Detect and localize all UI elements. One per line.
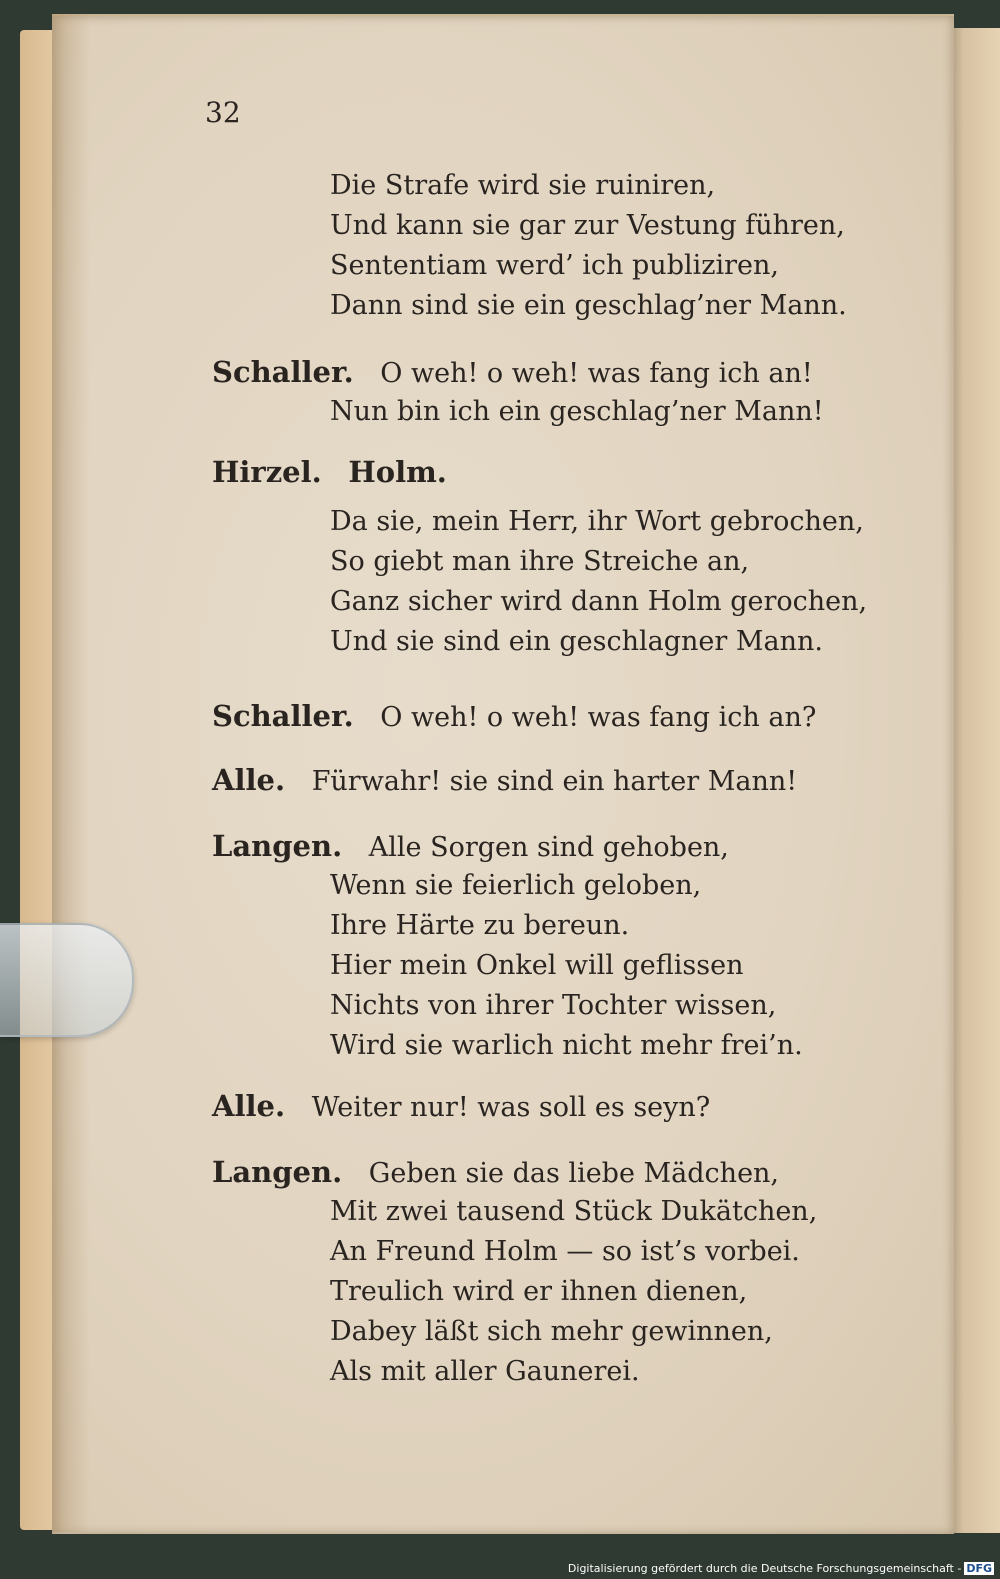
speaker-name: Langen.: [212, 829, 343, 863]
verse-line: O weh! o weh! was fang ich an?: [380, 702, 817, 733]
hirzel-verse: [330, 502, 867, 662]
verse-line: An Freund Holm — so ist’s vorbei.: [330, 1236, 800, 1267]
langen-verse-1: [330, 866, 803, 1066]
schaller-line-1: [212, 352, 813, 394]
schaller-line-2: [330, 392, 824, 432]
verse-line: Als mit aller Gaunerei.: [330, 1356, 640, 1387]
speaker-name: Holm.: [348, 455, 447, 489]
langen-line-1: [212, 826, 729, 868]
page-gutter: [52, 14, 90, 1532]
verse-line: Mit zwei tausend Stück Dukätchen,: [330, 1196, 818, 1227]
verse-line: Fürwahr! sie sind ein harter Mann!: [311, 766, 798, 797]
verse-line: Weiter nur! was soll es seyn?: [311, 1092, 711, 1123]
speaker-name: Hirzel.: [212, 455, 322, 489]
alle-line-2: [212, 1086, 710, 1128]
verse-line: Wenn sie feierlich geloben,: [330, 870, 702, 901]
verse-line: Die Strafe wird sie ruiniren,: [330, 170, 716, 201]
verse-line: Hier mein Onkel will geflissen: [330, 950, 744, 981]
alle-line-1: [212, 760, 797, 802]
verse-line: O weh! o weh! was fang ich an!: [380, 358, 813, 389]
verse-line: Geben sie das liebe Mädchen,: [368, 1158, 780, 1189]
dfg-logo: DFG: [966, 1562, 992, 1575]
langen-verse-2: [330, 1192, 817, 1392]
book-right-edge: [948, 28, 1000, 1533]
page-number: 32: [205, 96, 241, 129]
verse-line: Dann sind sie ein geschlag’ner Mann.: [330, 290, 847, 321]
verse-line: Wird sie warlich nicht mehr frei’n.: [330, 1030, 803, 1061]
hirzel-holm-speakers: [212, 452, 465, 494]
verse-line: Da sie, mein Herr, ihr Wort gebrochen,: [330, 506, 864, 537]
verse-line: Sententiam werd’ ich publiziren,: [330, 250, 779, 281]
verse-line: So giebt man ihre Streiche an,: [330, 546, 750, 577]
speaker-name: Alle.: [212, 763, 286, 797]
verse-line: Und kann sie gar zur Vestung führen,: [330, 210, 845, 241]
schaller-line-3: [212, 696, 816, 738]
verse-line: Nun bin ich ein geschlag’ner Mann!: [330, 396, 824, 427]
verse-line: Treulich wird er ihnen dienen,: [330, 1276, 748, 1307]
langen-line-2: [212, 1152, 779, 1194]
verse-line: Und sie sind ein geschlagner Mann.: [330, 626, 824, 657]
speaker-name: Schaller.: [212, 699, 354, 733]
speaker-name: Schaller.: [212, 355, 354, 389]
footer-text: Digitalisierung gefördert durch die Deutsche Forschungsgemeinschaft -: [567, 1562, 962, 1575]
verse-line: Alle Sorgen sind gehoben,: [368, 832, 729, 863]
footer-credit: [568, 1562, 994, 1575]
page-clip: [0, 923, 134, 1037]
verse-line: Dabey läßt sich mehr gewinnen,: [330, 1316, 773, 1347]
verse-line: Ihre Härte zu bereun.: [330, 910, 630, 941]
speaker-name: Alle.: [212, 1089, 286, 1123]
verse-line: Nichts von ihrer Tochter wissen,: [330, 990, 777, 1021]
speaker-name: Langen.: [212, 1155, 343, 1189]
verse-line: Ganz sicher wird dann Holm gerochen,: [330, 586, 868, 617]
verse-1: [330, 166, 847, 326]
